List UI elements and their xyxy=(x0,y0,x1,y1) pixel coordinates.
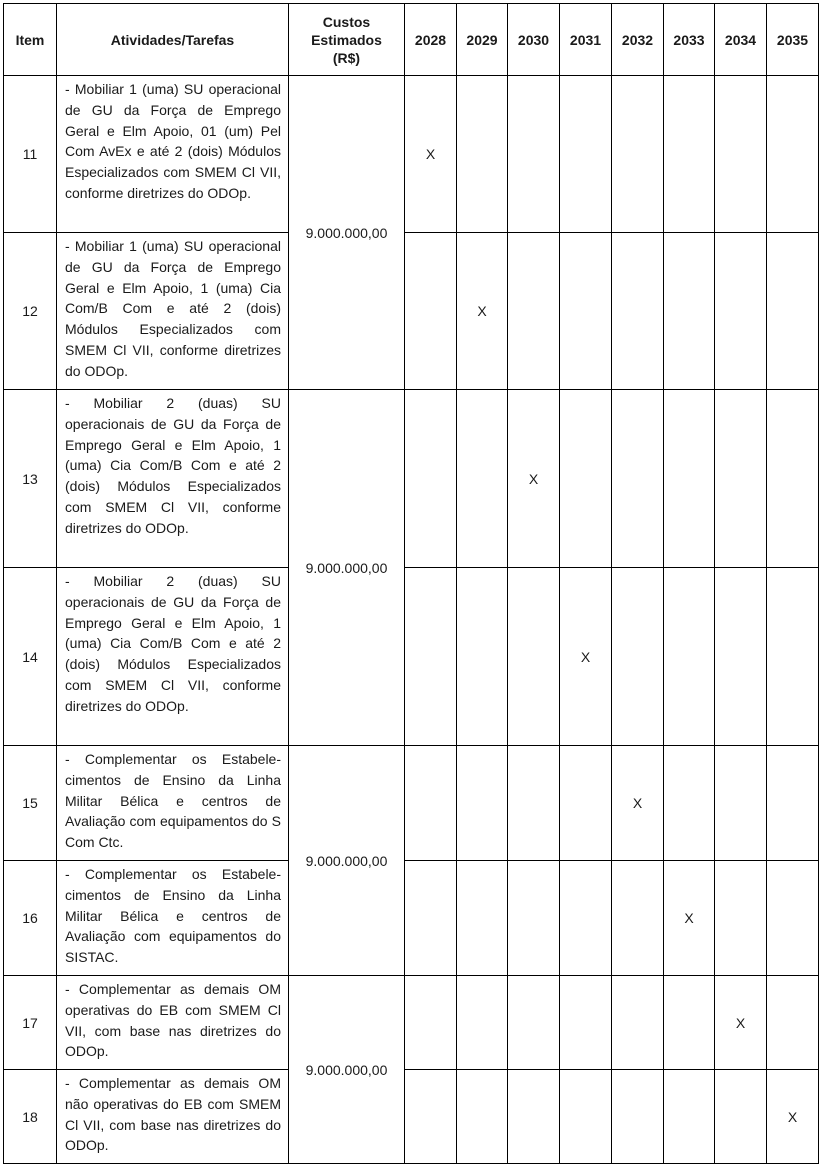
item-number: 16 xyxy=(4,861,57,976)
item-number: 14 xyxy=(4,568,57,746)
year-cell xyxy=(612,861,664,976)
table-row xyxy=(4,976,819,1070)
year-cell xyxy=(715,861,767,976)
year-cell xyxy=(664,568,715,746)
estimated-cost: 9.000.000,00 xyxy=(289,976,405,1164)
year-cell xyxy=(715,746,767,861)
table-row xyxy=(4,390,819,568)
item-number: 11 xyxy=(4,76,57,233)
year-cell xyxy=(612,746,664,861)
year-cell xyxy=(715,568,767,746)
schedule-table xyxy=(3,3,819,1164)
year-cell xyxy=(508,746,560,861)
year-cell xyxy=(405,233,457,390)
schedule-mark: X xyxy=(425,146,436,162)
year-cell xyxy=(405,568,457,746)
header-year: 2030 xyxy=(508,4,560,76)
activity-description: - Mobiliar 1 (uma) SU operacional de GU da Força de Emprego Geral e Elm Apoio, 1 (uma) Cia Com/B Com e até 2 (dois) Módulos Especializados com SMEM Cl VII, conforme diretrizes do ODOp. xyxy=(57,233,289,390)
item-number: 12 xyxy=(4,233,57,390)
schedule-mark: X xyxy=(580,648,591,665)
year-cell xyxy=(457,390,508,568)
activity-description: - Complementar os Estabele-cimentos de Ensino da Linha Militar Bélica e centros de Avaliação com equipamentos do SISTAC. xyxy=(57,861,289,976)
year-cell xyxy=(715,233,767,390)
year-cell xyxy=(508,1070,560,1164)
year-cell xyxy=(405,746,457,861)
year-cell xyxy=(405,861,457,976)
item-number: 13 xyxy=(4,390,57,568)
year-cell xyxy=(457,568,508,746)
year-cell xyxy=(560,1070,612,1164)
year-cell xyxy=(664,1070,715,1164)
item-number: 15 xyxy=(4,746,57,861)
year-cell xyxy=(508,390,560,568)
header-year: 2029 xyxy=(457,4,508,76)
year-cell xyxy=(457,746,508,861)
estimated-cost: 9.000.000,00 xyxy=(289,390,405,746)
year-cell xyxy=(767,390,819,568)
schedule-mark: X xyxy=(787,1108,798,1125)
activity-description: - Mobiliar 2 (duas) SU operacionais de GU da Força de Emprego Geral e Elm Apoio, 1 (uma) Cia Com/B Com e até 2 (dois) Módulos Especializados com SMEM Cl VII, conforme diretrizes do ODOp. xyxy=(57,568,289,746)
header-year: 2034 xyxy=(715,4,767,76)
year-cell xyxy=(715,76,767,233)
year-cell xyxy=(612,390,664,568)
year-cell xyxy=(560,568,612,746)
year-cell xyxy=(508,76,560,233)
header-year: 2028 xyxy=(405,4,457,76)
activity-description: - Complementar as demais OM não operativas do EB com SMEM Cl VII, com base nas diretrizes do ODOp. xyxy=(57,1070,289,1164)
year-cell xyxy=(457,76,508,233)
schedule-mark: X xyxy=(528,470,539,487)
activity-description: - Mobiliar 2 (duas) SU operacionais de GU da Força de Emprego Geral e Elm Apoio, 1 (uma) Cia Com/B Com e até 2 (dois) Módulos Especializados com SMEM Cl VII, conforme diretrizes do ODOp. xyxy=(57,390,289,568)
schedule-mark: X xyxy=(684,910,694,926)
year-cell xyxy=(767,233,819,390)
year-cell xyxy=(560,746,612,861)
header-activities: Atividades/Tarefas xyxy=(57,4,289,76)
year-cell xyxy=(508,861,560,976)
schedule-mark: X xyxy=(477,303,487,319)
header-row xyxy=(4,4,819,76)
item-number: 18 xyxy=(4,1070,57,1164)
year-cell xyxy=(664,390,715,568)
header-year: 2035 xyxy=(767,4,819,76)
year-cell xyxy=(560,233,612,390)
table-row xyxy=(4,76,819,233)
header-year: 2032 xyxy=(612,4,664,76)
year-cell xyxy=(508,976,560,1070)
year-cell xyxy=(767,746,819,861)
year-cell xyxy=(560,390,612,568)
year-cell xyxy=(457,976,508,1070)
estimated-cost: 9.000.000,00 xyxy=(289,76,405,390)
year-cell xyxy=(405,76,457,233)
year-cell xyxy=(612,233,664,390)
header-costs: Custos Estimados (R$) xyxy=(289,4,405,76)
year-cell xyxy=(612,1070,664,1164)
year-cell xyxy=(612,568,664,746)
activity-description: - Complementar os Estabele-cimentos de Ensino da Linha Militar Bélica e centros de Avaliação com equipamentos do S Com Ctc. xyxy=(57,746,289,861)
header-item: Item xyxy=(4,4,57,76)
year-cell xyxy=(457,861,508,976)
year-cell xyxy=(405,390,457,568)
year-cell xyxy=(715,976,767,1070)
activity-description: - Complementar as demais OM operativas do EB com SMEM Cl VII, com base nas diretrizes do ODOp. xyxy=(57,976,289,1070)
year-cell xyxy=(405,1070,457,1164)
year-cell xyxy=(767,568,819,746)
year-cell xyxy=(664,861,715,976)
year-cell xyxy=(715,390,767,568)
table-row xyxy=(4,233,819,390)
year-cell xyxy=(508,568,560,746)
year-cell xyxy=(767,861,819,976)
year-cell xyxy=(612,76,664,233)
schedule-mark: X xyxy=(735,1014,746,1031)
activity-description: - Mobiliar 1 (uma) SU operacional de GU da Força de Emprego Geral e Elm Apoio, 01 (um) Pel Com AvEx e até 2 (dois) Módulos Especializados com SMEM Cl VII, conforme diretrizes do ODOp. xyxy=(57,76,289,233)
year-cell xyxy=(664,746,715,861)
year-cell xyxy=(457,233,508,390)
estimated-cost: 9.000.000,00 xyxy=(289,746,405,976)
year-cell xyxy=(664,976,715,1070)
header-year: 2033 xyxy=(664,4,715,76)
table-row xyxy=(4,568,819,746)
year-cell xyxy=(560,976,612,1070)
year-cell xyxy=(560,861,612,976)
year-cell xyxy=(664,76,715,233)
year-cell xyxy=(405,976,457,1070)
schedule-mark: X xyxy=(632,795,643,811)
year-cell xyxy=(767,1070,819,1164)
item-number: 17 xyxy=(4,976,57,1070)
year-cell xyxy=(715,1070,767,1164)
header-year: 2031 xyxy=(560,4,612,76)
table-row xyxy=(4,1070,819,1164)
year-cell xyxy=(560,76,612,233)
year-cell xyxy=(508,233,560,390)
year-cell xyxy=(664,233,715,390)
table-row xyxy=(4,746,819,861)
year-cell xyxy=(767,976,819,1070)
year-cell xyxy=(612,976,664,1070)
table-row xyxy=(4,861,819,976)
year-cell xyxy=(457,1070,508,1164)
year-cell xyxy=(767,76,819,233)
